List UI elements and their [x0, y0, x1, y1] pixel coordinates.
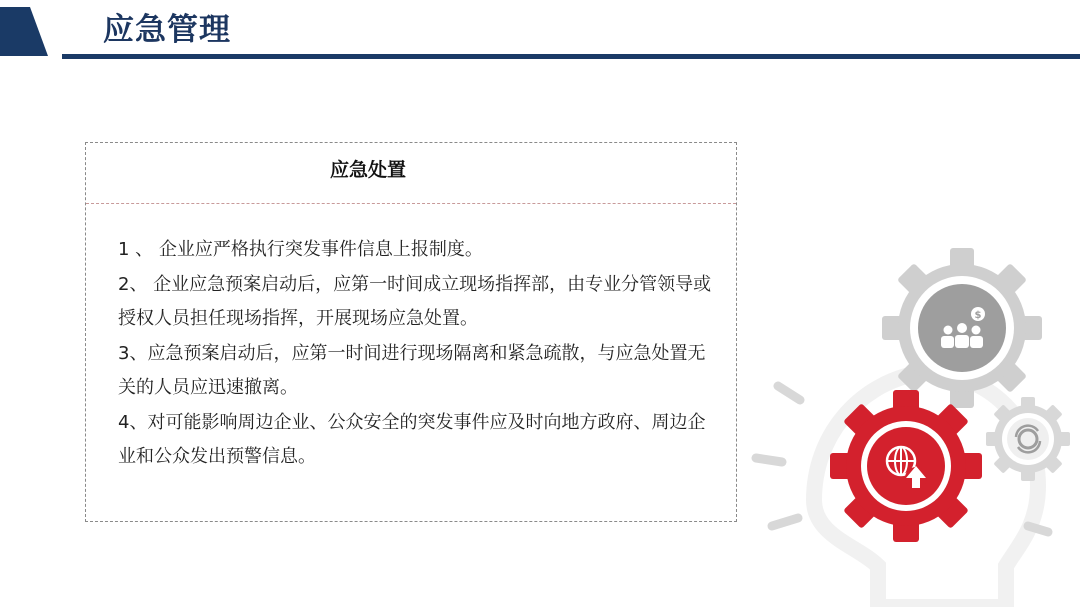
box-divider	[86, 203, 736, 204]
header-underline	[62, 54, 1080, 59]
red-gear-icon	[830, 390, 982, 542]
svg-text:$: $	[974, 310, 982, 321]
paragraph-4: 4、对可能影响周边企业、公众安全的突发事件应及时向地方政府、周边企业和公众发出预警信息。	[118, 411, 706, 467]
content-box	[85, 142, 737, 522]
section-title: 应急处置	[329, 159, 406, 181]
box-body	[118, 233, 718, 475]
gears-illustration	[748, 236, 1080, 607]
paragraph-2: 2、 企业应急预案启动后，应第一时间成立现场指挥部，由专业分管领导或授权人员担任现场指挥，开展现场应急处置。	[118, 273, 712, 329]
refresh-gear-icon	[986, 397, 1070, 481]
gear-icon	[882, 248, 1042, 408]
paragraph-3: 3、应急预案启动后，应第一时间进行现场隔离和紧急疏散，与应急处置无关的人员应迅速撤离。	[118, 342, 706, 398]
box-header	[86, 143, 736, 203]
page-title: 应急管理	[103, 12, 231, 48]
header-accent-tab	[0, 7, 48, 56]
paragraph-1: 1 、 企业应严格执行突发事件信息上报制度。	[118, 239, 483, 260]
